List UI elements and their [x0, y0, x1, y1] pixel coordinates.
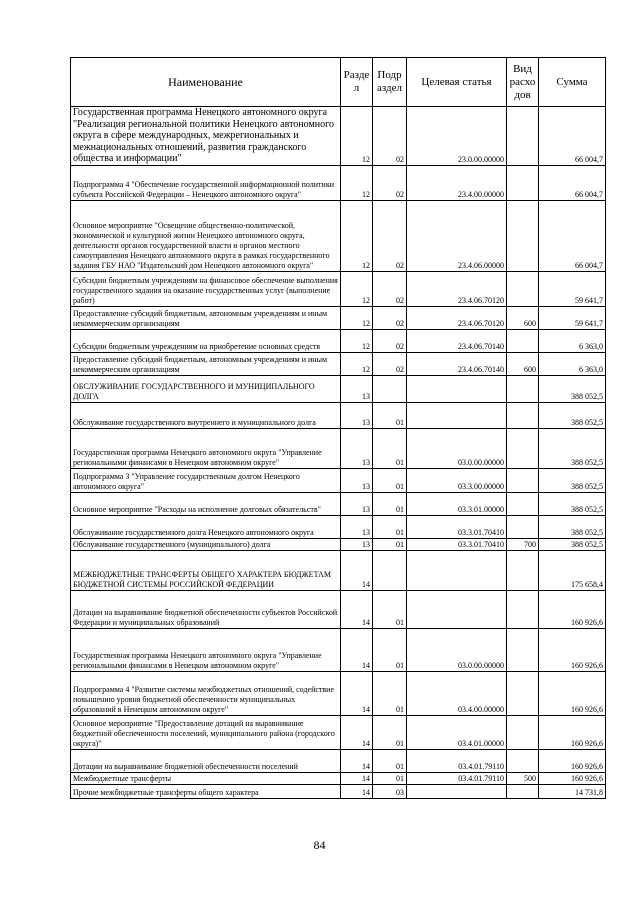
- header-target: Целевая статья: [407, 58, 507, 107]
- row-expense-type: [507, 165, 539, 200]
- header-section: Разде л: [341, 58, 373, 107]
- row-name: Межбюджетные трансферты: [71, 772, 341, 784]
- row-target: 23.4.06.00000: [407, 200, 507, 271]
- row-sum: 160 926,6: [539, 628, 606, 671]
- row-name: ОБСЛУЖИВАНИЕ ГОСУДАРСТВЕННОГО И МУНИЦИПАЛЬНОГО ДОЛГА: [71, 375, 341, 402]
- table-row: [71, 428, 606, 468]
- row-expense-type: [507, 590, 539, 628]
- row-name: Дотации на выравнивание бюджетной обеспеченности субъектов Российской Федерации и муниципальных образований: [71, 590, 341, 628]
- row-name: Государственная программа Ненецкого автономного округа "Реализация региональной политики Ненецкого автономного округа в сфере международных, межрегиональных и межнациональных отношений, развития гражданского общества и информации": [71, 107, 341, 166]
- row-subsection: 02: [373, 306, 407, 329]
- row-sum: 388 052,5: [539, 402, 606, 428]
- row-subsection: 01: [373, 772, 407, 784]
- table-row: [71, 352, 606, 375]
- row-section: 13: [341, 515, 373, 538]
- row-section: 12: [341, 107, 373, 166]
- row-expense-type: 600: [507, 306, 539, 329]
- table-row: [71, 200, 606, 271]
- row-sum: 66 004,7: [539, 165, 606, 200]
- row-name: Дотации на выравнивание бюджетной обеспеченности поселений: [71, 749, 341, 772]
- row-expense-type: [507, 329, 539, 352]
- row-name: Основное мероприятие "Предоставление дотаций на выравнивание бюджетной обеспеченности поселений, муниципального района (городского округа)": [71, 715, 341, 749]
- row-name: Государственная программа Ненецкого автономного округа "Управление региональными финансами в Ненецком автономном округе": [71, 628, 341, 671]
- table-row: [71, 671, 606, 715]
- row-sum: 175 658,4: [539, 550, 606, 590]
- row-subsection: 02: [373, 165, 407, 200]
- row-target: 03.4.01.79110: [407, 772, 507, 784]
- row-name: Субсидии бюджетным учреждениям на финансовое обеспечение выполнения государственного задания на оказание государственных услуг (выполнение работ): [71, 271, 341, 306]
- row-subsection: 02: [373, 107, 407, 166]
- row-subsection: 01: [373, 492, 407, 515]
- row-section: 12: [341, 352, 373, 375]
- row-target: 03.3.01.70410: [407, 538, 507, 550]
- table-row: [71, 772, 606, 784]
- row-section: 13: [341, 538, 373, 550]
- table-row: [71, 329, 606, 352]
- table-row: [71, 590, 606, 628]
- row-sum: 66 004,7: [539, 107, 606, 166]
- row-expense-type: [507, 200, 539, 271]
- row-target: [407, 402, 507, 428]
- row-subsection: 02: [373, 352, 407, 375]
- row-sum: 160 926,6: [539, 715, 606, 749]
- row-expense-type: 500: [507, 772, 539, 784]
- row-target: 03.4.00.00000: [407, 671, 507, 715]
- table-row: [71, 306, 606, 329]
- row-expense-type: 700: [507, 538, 539, 550]
- table-row: [71, 715, 606, 749]
- row-target: 23.0.00.00000: [407, 107, 507, 166]
- row-expense-type: [507, 428, 539, 468]
- row-name: Подпрограмма 4 "Развитие системы межбюджетных отношений, содействие повышению уровня бюджетной обеспеченности муниципальных образований в Ненецком автономном округе": [71, 671, 341, 715]
- row-name: Подпрограмма 3 "Управление государственным долгом Ненецкого автономного округа": [71, 468, 341, 492]
- row-subsection: 01: [373, 590, 407, 628]
- row-expense-type: [507, 468, 539, 492]
- row-sum: 160 926,6: [539, 772, 606, 784]
- row-name: Субсидии бюджетным учреждениям на приобретение основных средств: [71, 329, 341, 352]
- row-name: Государственная программа Ненецкого автономного округа "Управление региональными финансами в Ненецком автономном округе": [71, 428, 341, 468]
- row-sum: 6 363,0: [539, 352, 606, 375]
- row-expense-type: [507, 749, 539, 772]
- row-section: 12: [341, 165, 373, 200]
- row-target: 23.4.06.70140: [407, 329, 507, 352]
- row-subsection: [373, 550, 407, 590]
- row-target: 23.4.06.70120: [407, 271, 507, 306]
- row-section: 13: [341, 375, 373, 402]
- row-sum: 388 052,5: [539, 468, 606, 492]
- row-target: [407, 590, 507, 628]
- row-expense-type: [507, 671, 539, 715]
- table-row: [71, 492, 606, 515]
- row-sum: 59 641,7: [539, 271, 606, 306]
- row-name: Предоставление субсидий бюджетным, автономным учреждениям и иным некоммерческим организациям: [71, 306, 341, 329]
- table-row: [71, 550, 606, 590]
- row-target: [407, 375, 507, 402]
- row-subsection: 01: [373, 468, 407, 492]
- row-sum: 14 731,8: [539, 784, 606, 798]
- row-section: 14: [341, 772, 373, 784]
- table-row: [71, 375, 606, 402]
- row-name: Подпрограмма 4 "Обеспечение государственной информационной политики субъекта Российской Федерации – Ненецкого автономного округа": [71, 165, 341, 200]
- row-name: Основное мероприятие "Освещение общественно-политической, экономической и культурной жизни Ненецкого автономного округа, деятельности органов государственной власти и органов местного самоуправления Ненецкого автономного округа в рамках государственного задания ГБУ НАО "Издательский дом Ненецкого автономного округа": [71, 200, 341, 271]
- row-section: 14: [341, 628, 373, 671]
- row-sum: 59 641,7: [539, 306, 606, 329]
- budget-table: [70, 57, 606, 799]
- row-sum: 388 052,5: [539, 375, 606, 402]
- row-subsection: 01: [373, 538, 407, 550]
- row-target: 03.3.00.00000: [407, 468, 507, 492]
- row-target: 03.3.01.00000: [407, 492, 507, 515]
- row-subsection: 01: [373, 402, 407, 428]
- row-target: [407, 550, 507, 590]
- row-expense-type: 600: [507, 352, 539, 375]
- row-expense-type: [507, 715, 539, 749]
- row-section: 14: [341, 784, 373, 798]
- row-target: 03.4.01.00000: [407, 715, 507, 749]
- row-sum: 388 052,5: [539, 538, 606, 550]
- row-subsection: 01: [373, 515, 407, 538]
- row-name: Обслуживание государственного долга Ненецкого автономного округа: [71, 515, 341, 538]
- table-row: [71, 468, 606, 492]
- row-sum: 6 363,0: [539, 329, 606, 352]
- row-expense-type: [507, 492, 539, 515]
- row-expense-type: [507, 515, 539, 538]
- row-expense-type: [507, 271, 539, 306]
- row-target: 23.4.06.70120: [407, 306, 507, 329]
- row-name: Обслуживание государственного внутреннего и муниципального долга: [71, 402, 341, 428]
- row-subsection: 02: [373, 271, 407, 306]
- row-expense-type: [507, 784, 539, 798]
- table-row: [71, 538, 606, 550]
- header-expense-type: Вид расхо дов: [507, 58, 539, 107]
- row-section: 13: [341, 468, 373, 492]
- row-sum: 66 004,7: [539, 200, 606, 271]
- row-subsection: 02: [373, 200, 407, 271]
- row-target: 03.0.00.00000: [407, 628, 507, 671]
- page-number: 84: [313, 838, 326, 852]
- row-expense-type: [507, 375, 539, 402]
- row-sum: 160 926,6: [539, 590, 606, 628]
- row-expense-type: [507, 550, 539, 590]
- row-subsection: 01: [373, 671, 407, 715]
- table-row: [71, 515, 606, 538]
- row-name: Обслуживание государственного (муниципального) долга: [71, 538, 341, 550]
- row-subsection: 01: [373, 428, 407, 468]
- row-section: 13: [341, 428, 373, 468]
- row-subsection: 02: [373, 329, 407, 352]
- row-section: 14: [341, 590, 373, 628]
- table-row: [71, 402, 606, 428]
- table-row: [71, 271, 606, 306]
- row-sum: 160 926,6: [539, 749, 606, 772]
- table-row: [71, 165, 606, 200]
- row-section: 14: [341, 550, 373, 590]
- row-name: Основное мероприятие "Расходы на исполнение долговых обязательств": [71, 492, 341, 515]
- header-name: Наименование: [71, 58, 341, 107]
- row-section: 12: [341, 200, 373, 271]
- row-subsection: 03: [373, 784, 407, 798]
- row-section: 14: [341, 715, 373, 749]
- row-name: МЕЖБЮДЖЕТНЫЕ ТРАНСФЕРТЫ ОБЩЕГО ХАРАКТЕРА БЮДЖЕТАМ БЮДЖЕТНОЙ СИСТЕМЫ РОССИЙСКОЙ ФЕДЕРАЦИИ: [71, 550, 341, 590]
- row-sum: 388 052,5: [539, 515, 606, 538]
- table-row: [71, 107, 606, 166]
- row-section: 12: [341, 306, 373, 329]
- row-target: 03.3.01.70410: [407, 515, 507, 538]
- header-subsection: Подр аздел: [373, 58, 407, 107]
- row-name: Прочие межбюджетные трансферты общего характера: [71, 784, 341, 798]
- row-target: 03.0.00.00000: [407, 428, 507, 468]
- row-name: Предоставление субсидий бюджетным, автономным учреждениям и иным некоммерческим организациям: [71, 352, 341, 375]
- row-target: 23.4.00.00000: [407, 165, 507, 200]
- row-subsection: [373, 375, 407, 402]
- row-target: 23.4.06.70140: [407, 352, 507, 375]
- row-section: 13: [341, 492, 373, 515]
- row-subsection: 01: [373, 715, 407, 749]
- row-section: 14: [341, 671, 373, 715]
- row-section: 13: [341, 402, 373, 428]
- row-sum: 160 926,6: [539, 671, 606, 715]
- header-row: [71, 58, 606, 107]
- table-row: [71, 628, 606, 671]
- row-expense-type: [507, 107, 539, 166]
- row-section: 14: [341, 749, 373, 772]
- row-target: [407, 784, 507, 798]
- table-row: [71, 784, 606, 798]
- row-expense-type: [507, 402, 539, 428]
- row-subsection: 01: [373, 749, 407, 772]
- row-section: 12: [341, 271, 373, 306]
- row-sum: 388 052,5: [539, 428, 606, 468]
- table-row: [71, 749, 606, 772]
- row-subsection: 01: [373, 628, 407, 671]
- header-sum: Сумма: [539, 58, 606, 107]
- row-expense-type: [507, 628, 539, 671]
- row-sum: 388 052,5: [539, 492, 606, 515]
- row-section: 12: [341, 329, 373, 352]
- row-target: 03.4.01.79110: [407, 749, 507, 772]
